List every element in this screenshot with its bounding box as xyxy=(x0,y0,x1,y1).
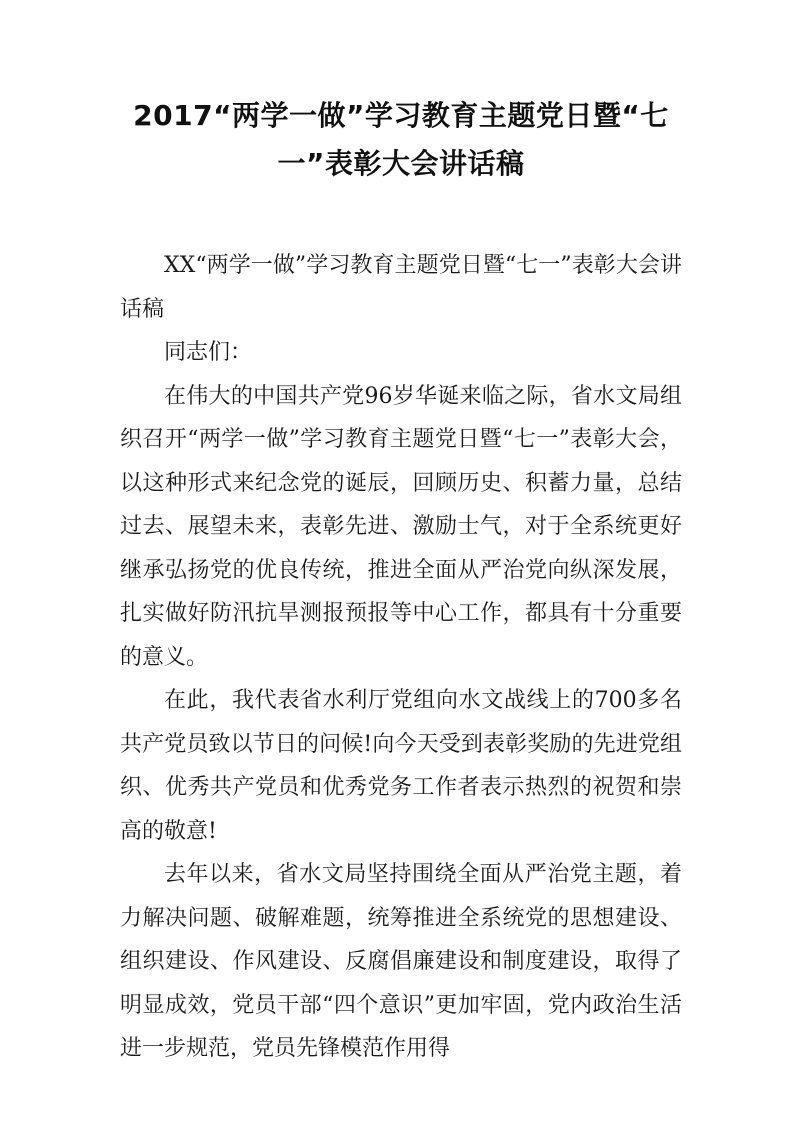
paragraph-greeting: 在此，我代表省水利厅党组向水文战线上的700多名共产党员致以节日的问候!向今天受到表彰奖励的先进党组织、优秀共产党员和优秀党务工作者表示热烈的祝贺和崇高的敬意! xyxy=(120,688,682,844)
paragraph-subtitle: XX“两学一做”学习教育主题党日暨“七一”表彰大会讲话稿 xyxy=(120,253,682,322)
title-line-1: 2017“两学一做”学习教育主题党日暨“七 xyxy=(133,99,669,132)
title-line-2: 一”表彰大会讲话稿 xyxy=(277,147,525,180)
paragraph-salutation: 同志们： xyxy=(164,340,253,365)
paragraph-opening: 在伟大的中国共产党96岁华诞来临之际，省水文局组织召开“两学一做”学习教育主题党日暨“七一”表彰大会，以这种形式来纪念党的诞辰，回顾历史、积蓄力量，总结过去、展望未来，表彰先进、激励士气，对于全系统更好继承弘扬党的优良传统，推进全面从严治党向纵深发展，扎实做好防汛抗旱测报预报等中心工作，都具有十分重要的意义。 xyxy=(120,383,682,670)
document-title xyxy=(120,92,682,188)
document-body xyxy=(120,244,682,1071)
paragraph-review: 去年以来，省水文局坚持围绕全面从严治党主题，着力解决问题、破解难题，统筹推进全系统党的思想建设、组织建设、作风建设、反腐倡廉建设和制度建设，取得了明显成效，党员干部“四个意识”更加牢固，党内政治生活进一步规范，党员先锋模范作用得 xyxy=(120,862,682,1061)
